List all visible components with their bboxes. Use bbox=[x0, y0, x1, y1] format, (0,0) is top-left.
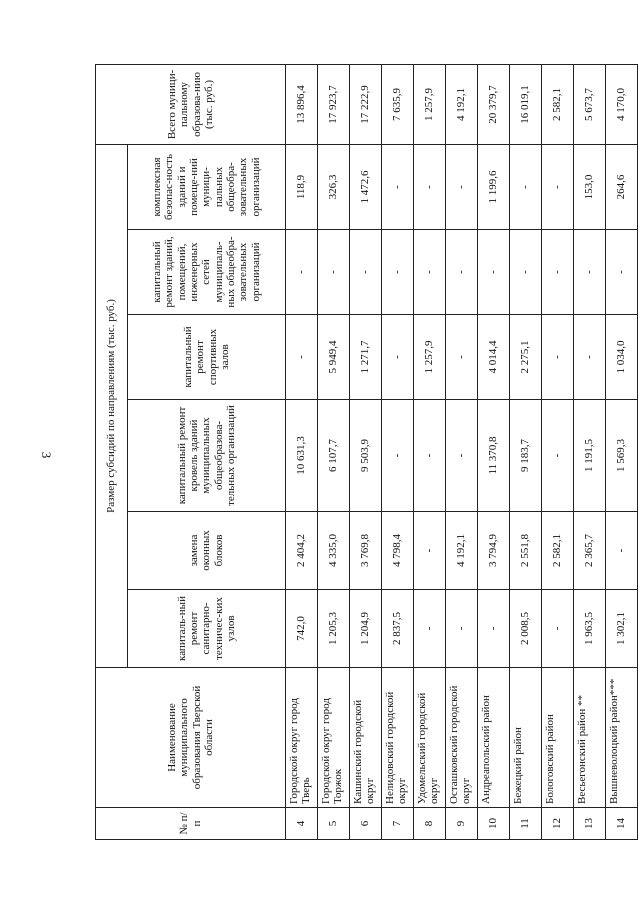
subsidy-value: 2 008,5 bbox=[510, 590, 542, 668]
subsidy-value: - bbox=[446, 590, 478, 668]
table-row bbox=[382, 64, 414, 839]
subsidy-value: - bbox=[414, 144, 446, 229]
subsidy-value: - bbox=[606, 230, 638, 315]
total-value: 13 896,4 bbox=[286, 64, 318, 144]
subsidy-value: - bbox=[414, 590, 446, 668]
subsidy-value: 2 582,1 bbox=[542, 512, 574, 590]
subsidy-value: - bbox=[414, 512, 446, 590]
municipality-name: Бологовский район bbox=[542, 668, 574, 808]
header-complex-safety: комплексная безопас-ность зданий и помеще-ний муници-пальных общеобра-зовательных организаций bbox=[128, 144, 286, 229]
subsidy-value: 1 204,9 bbox=[350, 590, 382, 668]
table-row bbox=[542, 64, 574, 839]
subsidy-value: - bbox=[542, 315, 574, 400]
total-value: 17 923,7 bbox=[318, 64, 350, 144]
subsidy-value: 2 837,5 bbox=[382, 590, 414, 668]
header-subsidy-group: Размер субсидий по направлениям (тыс. руб.) bbox=[96, 144, 128, 667]
municipality-name: Весьегонский район ** bbox=[574, 668, 606, 808]
row-number: 9 bbox=[446, 808, 478, 840]
municipality-name: Удомельский городской округ bbox=[414, 668, 446, 808]
municipality-name: Кашинский городской округ bbox=[350, 668, 382, 808]
subsidy-value: 1 271,7 bbox=[350, 315, 382, 400]
total-value: 7 635,9 bbox=[382, 64, 414, 144]
subsidy-value: 1 034,0 bbox=[606, 315, 638, 400]
subsidy-table bbox=[95, 64, 638, 840]
municipality-name: Бежецкий район bbox=[510, 668, 542, 808]
subsidy-value: 1 302,1 bbox=[606, 590, 638, 668]
subsidy-value: - bbox=[382, 315, 414, 400]
subsidy-value: - bbox=[478, 230, 510, 315]
subsidy-value: 2 404,2 bbox=[286, 512, 318, 590]
subsidy-value: 4 014,4 bbox=[478, 315, 510, 400]
header-sanitary-repair: капиталь-ный ремонт санитарно-техничес-ких узлов bbox=[128, 590, 286, 668]
subsidy-value: 153,0 bbox=[574, 144, 606, 229]
subsidy-value: - bbox=[574, 230, 606, 315]
row-number: 14 bbox=[606, 808, 638, 840]
total-value: 20 379,7 bbox=[478, 64, 510, 144]
subsidy-value: 10 631,3 bbox=[286, 400, 318, 512]
table-row bbox=[286, 64, 318, 839]
subsidy-value: 4 192,1 bbox=[446, 512, 478, 590]
subsidy-value: - bbox=[510, 144, 542, 229]
table-row bbox=[414, 64, 446, 839]
header-gym-repair: капитальный ремонт спортивных залов bbox=[128, 315, 286, 400]
subsidy-value: 1 963,5 bbox=[574, 590, 606, 668]
subsidy-value: 9 503,9 bbox=[350, 400, 382, 512]
header-total: Всего муници-пальному образова-нию (тыс. руб.) bbox=[96, 64, 286, 144]
municipality-name: Нелидовский городской округ bbox=[382, 668, 414, 808]
subsidy-value: 9 183,7 bbox=[510, 400, 542, 512]
subsidy-value: - bbox=[286, 230, 318, 315]
subsidy-value: 2 551,8 bbox=[510, 512, 542, 590]
table-row bbox=[574, 64, 606, 839]
subsidy-value: 1 205,3 bbox=[318, 590, 350, 668]
subsidy-value: - bbox=[318, 230, 350, 315]
municipality-name: Андреапольский район bbox=[478, 668, 510, 808]
subsidy-value: 11 370,8 bbox=[478, 400, 510, 512]
subsidy-value: - bbox=[542, 230, 574, 315]
header-num: № п/п bbox=[96, 808, 286, 840]
subsidy-value: - bbox=[542, 590, 574, 668]
row-number: 5 bbox=[318, 808, 350, 840]
municipality-name: Городской округ город Тверь bbox=[286, 668, 318, 808]
total-value: 4 170,0 bbox=[606, 64, 638, 144]
total-value: 17 222,9 bbox=[350, 64, 382, 144]
subsidy-value: 5 949,4 bbox=[318, 315, 350, 400]
table-row bbox=[446, 64, 478, 839]
row-number: 12 bbox=[542, 808, 574, 840]
table-row bbox=[318, 64, 350, 839]
subsidy-value: 2 275,1 bbox=[510, 315, 542, 400]
table-row bbox=[510, 64, 542, 839]
subsidy-value: - bbox=[382, 400, 414, 512]
subsidy-value: - bbox=[542, 144, 574, 229]
subsidy-value: 326,3 bbox=[318, 144, 350, 229]
row-number: 8 bbox=[414, 808, 446, 840]
subsidy-value: 264,6 bbox=[606, 144, 638, 229]
subsidy-value: - bbox=[382, 230, 414, 315]
table-row bbox=[478, 64, 510, 839]
table-row bbox=[606, 64, 638, 839]
row-number: 10 bbox=[478, 808, 510, 840]
subsidy-value: - bbox=[446, 315, 478, 400]
total-value: 5 673,7 bbox=[574, 64, 606, 144]
municipality-name: Вышневолоцкий район*** bbox=[606, 668, 638, 808]
row-number: 7 bbox=[382, 808, 414, 840]
row-number: 13 bbox=[574, 808, 606, 840]
header-roof-repair: капитальный ремонт кровель зданий муниципальных общеобразова-тельных организаций bbox=[128, 400, 286, 512]
subsidy-value: 6 107,7 bbox=[318, 400, 350, 512]
subsidy-value: 1 472,6 bbox=[350, 144, 382, 229]
header-window-replacement: замена оконных блоков bbox=[128, 512, 286, 590]
subsidy-value: 742,0 bbox=[286, 590, 318, 668]
subsidy-value: - bbox=[478, 590, 510, 668]
municipality-name: Городской округ город Торжок bbox=[318, 668, 350, 808]
subsidy-value: - bbox=[286, 315, 318, 400]
subsidy-value: - bbox=[446, 144, 478, 229]
header-name: Наименование муниципального образования Тверской области bbox=[96, 668, 286, 808]
subsidy-table-container bbox=[95, 65, 628, 840]
subsidy-value: - bbox=[510, 230, 542, 315]
subsidy-value: 3 794,9 bbox=[478, 512, 510, 590]
subsidy-value: 1 199,6 bbox=[478, 144, 510, 229]
total-value: 4 192,1 bbox=[446, 64, 478, 144]
subsidy-value: 1 191,5 bbox=[574, 400, 606, 512]
subsidy-value: - bbox=[542, 400, 574, 512]
subsidy-value: 1 257,9 bbox=[414, 315, 446, 400]
subsidy-value: 3 769,8 bbox=[350, 512, 382, 590]
subsidy-value: - bbox=[350, 230, 382, 315]
subsidy-value: - bbox=[446, 400, 478, 512]
total-value: 2 582,1 bbox=[542, 64, 574, 144]
subsidy-value: - bbox=[414, 400, 446, 512]
subsidy-value: - bbox=[414, 230, 446, 315]
header-building-repair: капитальный ремонт зданий, помещений, инженерных сетей муниципаль-ных общеобра-зовательных организаций bbox=[128, 230, 286, 315]
page-number: 3 bbox=[39, 451, 54, 459]
subsidy-value: 4 335,0 bbox=[318, 512, 350, 590]
subsidy-value: - bbox=[606, 512, 638, 590]
subsidy-value: - bbox=[574, 315, 606, 400]
subsidy-value: 118,9 bbox=[286, 144, 318, 229]
row-number: 6 bbox=[350, 808, 382, 840]
row-number: 4 bbox=[286, 808, 318, 840]
subsidy-value: 2 365,7 bbox=[574, 512, 606, 590]
total-value: 16 019,1 bbox=[510, 64, 542, 144]
subsidy-value: - bbox=[446, 230, 478, 315]
subsidy-value: - bbox=[382, 144, 414, 229]
row-number: 11 bbox=[510, 808, 542, 840]
subsidy-value: 1 569,3 bbox=[606, 400, 638, 512]
subsidy-value: 4 798,4 bbox=[382, 512, 414, 590]
table-row bbox=[350, 64, 382, 839]
municipality-name: Осташковский городской округ bbox=[446, 668, 478, 808]
total-value: 1 257,9 bbox=[414, 64, 446, 144]
